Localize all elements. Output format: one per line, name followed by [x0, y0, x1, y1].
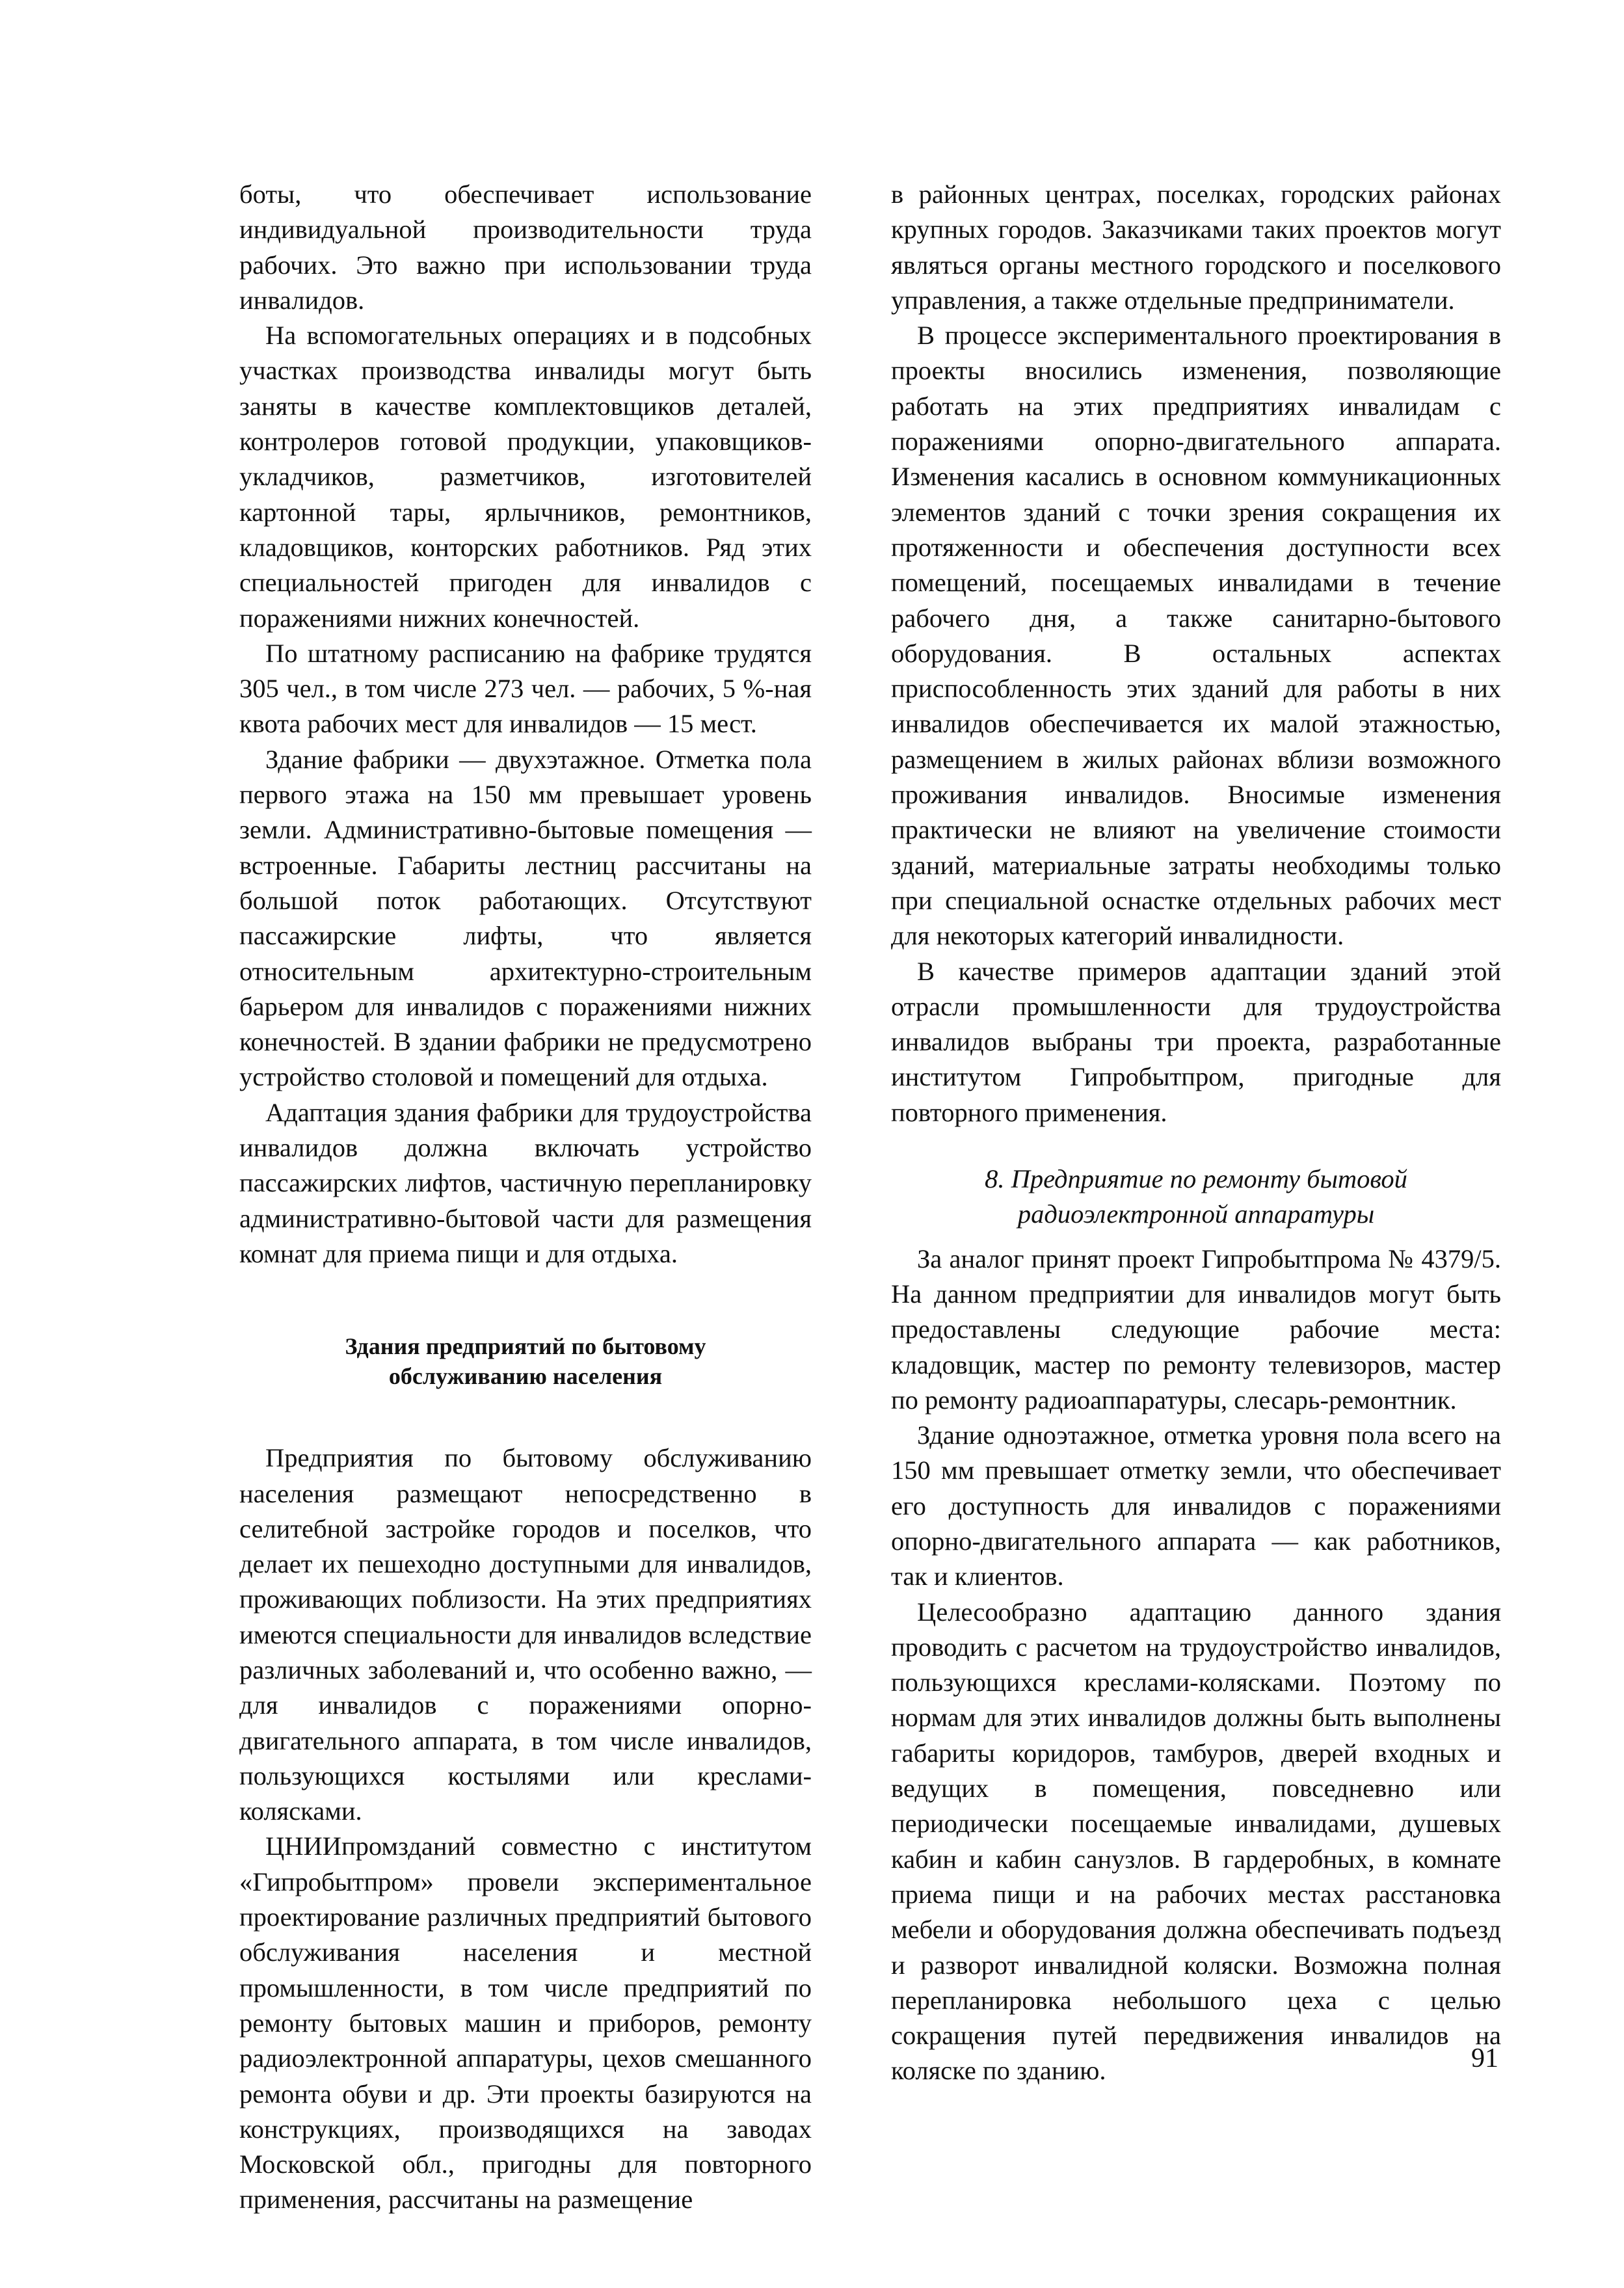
- subsection-heading-line: радиоэлектронной аппаратуры: [1017, 1199, 1375, 1229]
- left-column: [239, 177, 812, 2218]
- paragraph: В процессе экспериментального проектирования в проекты вносились изменения, позволяющие работать на этих предприятиях инвалидам с поражениями опорно-двигательного аппарата. Изменения касались в основном коммуникационных элементов зданий с точки зрения сокращения их протяженности и обеспечения доступности всех помещений, посещаемых инвалидами в течение рабочего дня, а также санитарно-бытового оборудования. В остальных аспектах приспособленность этих зданий для работы в них инвалидов обеспечивается их малой этажностью, размещением в жилых районах вблизи возможного проживания инвалидов. Вносимые изменения практически не влияют на увеличение стоимости зданий, материальные затраты необходимы только при специальной оснастке отдельных рабочих мест для некоторых категорий инвалидности.: [891, 321, 1501, 951]
- page-number: 91: [1471, 2043, 1498, 2073]
- section-heading-line: Здания предприятий по бытовому: [345, 1333, 706, 1360]
- paragraph: За аналог принят проект Гипробытпрома № 4379/5. На данном предприятии для инвалидов могут быть предоставлены следующие рабочие места: кладовщик, мастер по ремонту телевизоров, мастер по ремонту радиоаппаратуры, слесарь-ремонтник.: [891, 1244, 1501, 1415]
- paragraph: в районных центрах, поселках, городских районах крупных городов. Заказчиками таких проектов могут являться органы местного городского и поселкового управления, а также отдельные предприниматели.: [891, 180, 1501, 315]
- paragraph: По штатному расписанию на фабрике трудятся 305 чел., в том числе 273 чел. — рабочих, 5 %-ная квота рабочих мест для инвалидов — 15 мест.: [239, 638, 812, 739]
- paragraph: Целесообразно адаптацию данного здания проводить с расчетом на трудоустройство инвалидов, пользующихся креслами-колясками. Поэтому по нормам для этих инвалидов должны быть выполнены габариты коридоров, тамбуров, дверей входных и ведущих в помещения, повседневно или периодически посещаемые инвалидами, душевых кабин и кабин санузлов. В гардеробных, в комнате приема пищи и на рабочих местах расстановка мебели и оборудования должна обеспечивать подъезд и разворот инвалидной коляски. Возможна полная перепланировка небольшого цеха с целью сокращения путей передвижения инвалидов на коляске по зданию.: [891, 1597, 1501, 2086]
- paragraph: На вспомогательных операциях и в подсобных участках производства инвалиды могут быть заняты в качестве комплектовщиков деталей, контролеров готовой продукции, упаковщиков-укладчиков, разметчиков, изготовителей картонной тары, ярлычников, ремонтников, кладовщиков, конторских работников. Ряд этих специальностей пригоден для инвалидов с поражениями нижних конечностей.: [239, 321, 812, 633]
- subsection-heading-line: 8. Предприятие по ремонту бытовой: [985, 1164, 1407, 1194]
- paragraph: ЦНИИпромзданий совместно с институтом «Гипробытпром» провели экспериментальное проектирование различных предприятий бытового обслуживания населения и местной промышленности, в том числе предприятий по ремонту бытовых машин и приборов, ремонту радиоэлектронной аппаратуры, цехов смешанного ремонта обуви и др. Эти проекты базируются на конструкциях, производящихся на заводах Московской обл., пригодны для повторного применения, рассчитаны на размещение: [239, 1831, 812, 2215]
- subsection-heading: [891, 1162, 1501, 1232]
- paragraph: Здание одноэтажное, отметка уровня пола всего на 150 мм превышает отметку земли, что обеспечивает его доступность для инвалидов с поражениями опорно-двигательного аппарата — как работников, так и клиентов.: [891, 1420, 1501, 1591]
- paragraph: боты, что обеспечивает использование индивидуальной производительности труда рабочих. Это важно при использовании труда инвалидов.: [239, 180, 812, 315]
- paragraph: Предприятия по бытовому обслуживанию населения размещают непосредственно в селитебной застройке городов и поселков, что делает их пешеходно доступными для инвалидов, проживающих поблизости. На этих предприятиях имеются специальности для инвалидов вследствие различных заболеваний и, что особенно важно, — для инвалидов с поражениями опорно-двигательного аппарата, в том числе инвалидов, пользующихся костылями или креслами-колясками.: [239, 1443, 812, 1826]
- paragraph: Здание фабрики — двухэтажное. Отметка пола первого этажа на 150 мм превышает уровень земли. Административно-бытовые помещения — встроенные. Габариты лестниц рассчитаны на большой поток работающих. Отсутствуют пассажирские лифты, что является относительным архитектурно-строительным барьером для инвалидов с поражениями нижних конечностей. В здании фабрики не предусмотрено устройство столовой и помещений для отдыха.: [239, 744, 812, 1092]
- paragraph: В качестве примеров адаптации зданий этой отрасли промышленности для трудоустройства инвалидов выбраны три проекта, разработанные институтом Гипробытпром, пригодные для повторного применения.: [891, 956, 1501, 1127]
- section-heading-line: обслуживанию населения: [388, 1363, 663, 1390]
- right-column: [891, 177, 1501, 2089]
- section-heading: [239, 1331, 812, 1391]
- paragraph: Адаптация здания фабрики для трудоустройства инвалидов должна включать устройство пассажирских лифтов, частичную перепланировку административно-бытовой части для размещения комнат для приема пищи и для отдыха.: [239, 1097, 812, 1268]
